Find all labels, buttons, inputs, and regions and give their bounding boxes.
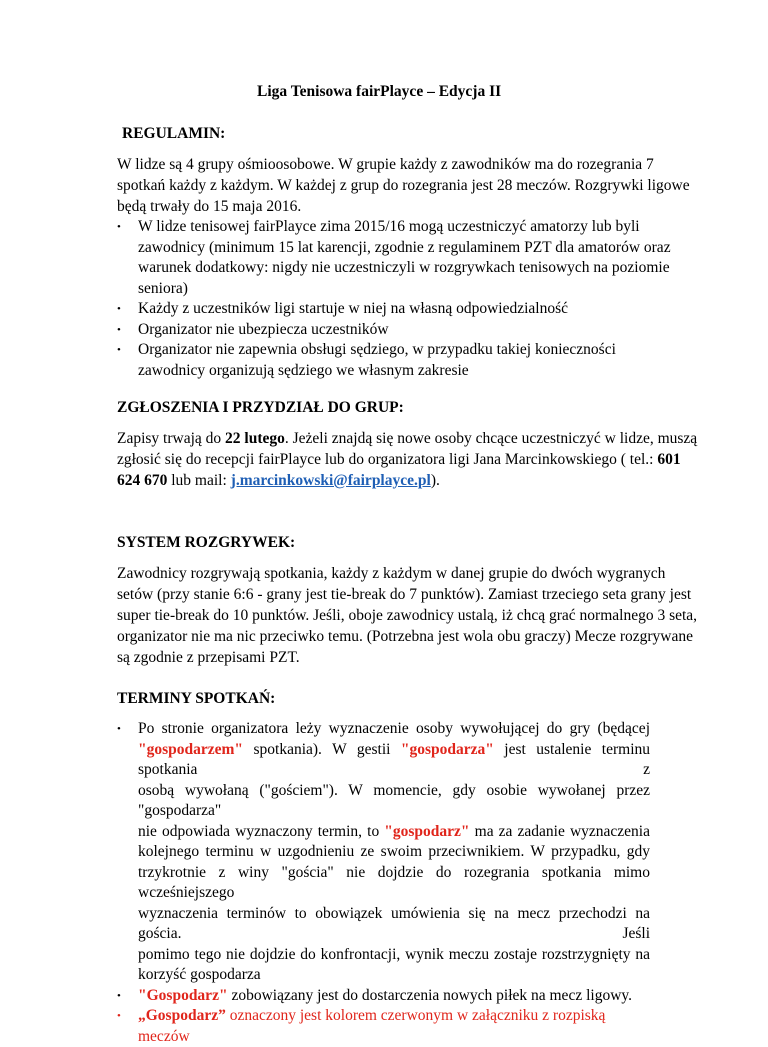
list-line: Każdy z uczestników ligi startuje w niej na własną odpowiedzialność [138,300,568,317]
list-item [117,986,650,1007]
text-run: . Jeżeli znajdą się nowe osoby chcące uczestniczyć w lidze, muszą [284,430,698,447]
list-line: Organizator nie zapewnia obsługi sędziego, w przypadku takiej konieczności [138,341,616,358]
section-heading-terminy: TERMINY SPOTKAŃ: [117,690,276,707]
paragraph-line: Zawodnicy rozgrywają spotkania, każdy z każdym w danej grupie do dwóch wygranych [117,565,666,582]
paragraph-line: setów (przy stanie 6:6 - grany jest tie-break do 7 punktów). Zamiast trzeciego seta grany jest [117,586,692,603]
bullet-icon: • [117,323,121,336]
text-run: ma za zadanie wyznaczenia [469,822,650,840]
bullet-icon: • [117,1010,121,1022]
phone-number-part: 624 670 [117,472,168,489]
deadline-date: 22 lutego [225,430,285,447]
system-paragraph [117,563,697,668]
regulamin-intro [117,154,690,217]
text-run: oznaczony jest kolorem czerwonym w załączniku z rozpiską meczów [138,1007,606,1045]
list-line: Po stronie organizatora leży wyznaczenie osoby wywołującej do gry (będącej [138,720,650,737]
section-heading-zgloszenia: ZGŁOSZENIA I PRZYDZIAŁ DO GRUP: [117,399,404,416]
list-line: zawodnicy organizują sędziego we własnym zakresie [138,361,469,379]
text-run: Zapisy trwają do [117,430,226,447]
paragraph-line: super tie-break do 10 punktów. Jeśli, oboje zawodnicy ustalą, iż chcą grać normalnego 3 seta, [117,607,698,624]
zgloszenia-paragraph [117,428,697,491]
list-line: wyznaczenia terminów to obowiązek umówienia się na mecz przechodzi na gościa. Jeśli [138,904,650,942]
section-heading-system: SYSTEM ROZGRYWEK: [117,534,296,551]
host-term: „Gospodarz” [138,1007,226,1024]
host-term: "gospodarza" [400,740,494,758]
list-line: kolejnego terminu w uzgodnieniu ze swoim przeciwnikiem. W przypadku, gdy [138,843,650,860]
text-run: ). [430,472,440,489]
intro-line: spotkań każdy z każdym. W każdej z grup do rozegrania jest 28 meczów. Rozgrywki ligowe [117,177,690,194]
list-item [117,320,671,341]
bullet-icon: • [117,221,121,233]
list-item [117,299,671,320]
text-run: jest ustalenie terminu spotkania z [138,740,650,778]
list-item [117,217,671,299]
list-item [117,340,671,381]
terminy-bullets [117,719,650,1047]
text-run: nie odpowiada wyznaczony termin, to [138,822,385,840]
list-line: W lidze tenisowej fairPlayce zima 2015/16 mogą uczestniczyć amatorzy lub byli [138,218,640,235]
paragraph-line: organizator nie ma nic przeciwko temu. (Potrzebna jest wola obu graczy) Mecze rozgrywane [117,628,693,645]
phone-number-part: 601 [657,451,681,468]
list-line: seniora) [138,279,188,297]
list-line: osobą wywołaną ("gościem"). W momencie, gdy osobie wywołanej przez "gospodarza" [138,781,650,819]
list-line: warunek dodatkowy: nigdy nie uczestniczyli w rozgrywkach tenisowych na poziomie [138,259,670,276]
list-item [117,1006,650,1047]
email-link[interactable]: j.marcinkowski@fairplayce.pl [230,472,431,489]
list-item [117,719,650,986]
intro-line: W lidze są 4 grupy ośmioosobowe. W grupie każdy z zawodników ma do rozegrania 7 [117,156,654,173]
regulamin-bullets [117,217,671,381]
list-line: pomimo tego nie dojdzie do konfrontacji, wynik meczu zostaje rozstrzygnięty na [138,945,650,963]
section-heading-regulamin: REGULAMIN: [122,125,226,142]
bullet-icon: • [117,723,121,735]
host-term: "Gospodarz" [138,986,228,1004]
document-title: Liga Tenisowa fairPlayce – Edycja II [257,83,502,100]
text-run: zobowiązany jest do dostarczenia nowych piłek na mecz ligowy. [227,986,633,1004]
text-run: lub mail: [167,472,231,489]
text-run: zgłosić się do recepcji fairPlayce lub do organizatora ligi Jana Marcinkowskiego ( tel.: [117,451,658,468]
bullet-icon: • [117,303,121,315]
paragraph-line: są zgodnie z przepisami PZT. [117,649,300,666]
text-run: spotkania). W gestii [243,740,401,758]
host-term: "gospodarzem" [138,740,244,758]
list-line: zawodnicy (minimum 15 lat karencji, zgodnie z regulaminem PZT dla amatorów oraz [138,238,671,256]
bullet-icon: • [117,989,121,1002]
bullet-icon: • [117,344,121,356]
list-line: korzyść gospodarza [138,966,261,983]
host-term: "gospodarz" [384,822,470,840]
intro-line: będą trwały do 15 maja 2016. [117,198,302,215]
list-line: Organizator nie ubezpiecza uczestników [138,320,389,338]
list-line: trzykrotnie z winy "gościa" nie dojdzie do rozegrania spotkania mimo wcześniejszego [138,863,650,901]
